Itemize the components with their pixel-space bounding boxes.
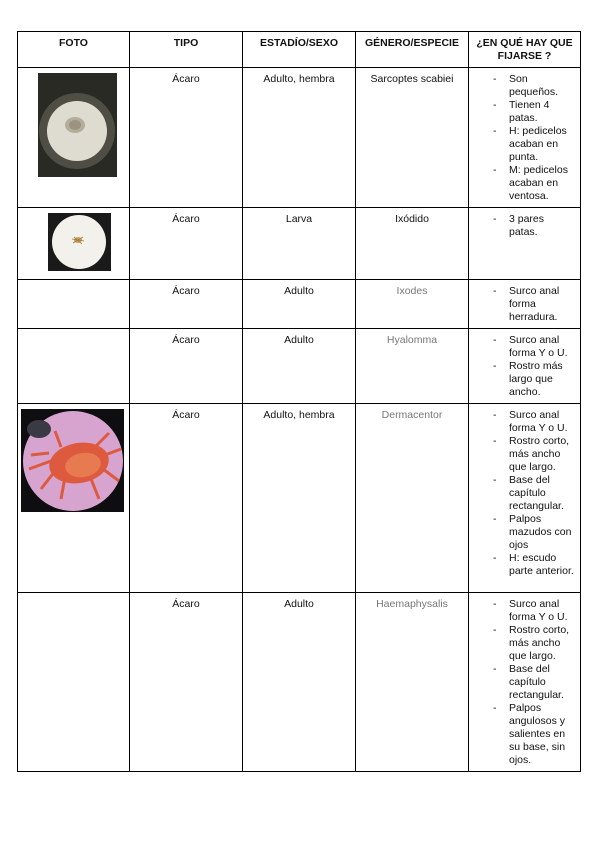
photo-cell (18, 404, 130, 593)
larva-photo (48, 213, 111, 271)
photo-cell (18, 593, 130, 772)
estadio-cell: Adulto (243, 593, 356, 772)
genero-cell: Dermacentor (356, 404, 469, 593)
header-estadio-sexo: ESTADÍO/SEXO (243, 32, 356, 68)
header-tipo: TIPO (130, 32, 243, 68)
note-item: - Palpos angulosos y salientes en su base, sin ojos. (473, 702, 576, 767)
note-item: - Rostro corto, más ancho que largo. (473, 624, 576, 663)
notes-cell (469, 593, 581, 772)
estadio-cell: Adulto, hembra (243, 404, 356, 593)
note-item: - Tienen 4 patas. (473, 99, 576, 125)
notes-list (473, 73, 576, 203)
sarcoptes-photo (38, 73, 117, 177)
header-fijarse: ¿EN QUÉ HAY QUE FIJARSE ? (469, 32, 581, 68)
photo-cell (18, 280, 130, 329)
note-item: - Son pequeños. (473, 73, 576, 99)
photo-cell (18, 329, 130, 404)
estadio-cell: Adulto (243, 329, 356, 404)
note-item: - Rostro más largo que ancho. (473, 360, 576, 399)
table-row (18, 208, 581, 280)
photo-cell (18, 208, 130, 280)
estadio-cell: Adulto (243, 280, 356, 329)
notes-cell (469, 329, 581, 404)
tipo-cell: Ácaro (130, 404, 243, 593)
notes-cell (469, 404, 581, 593)
note-item: - Surco anal forma Y o U. (473, 334, 576, 360)
notes-list (473, 285, 576, 324)
header-row (18, 32, 581, 68)
genero-cell: Haemaphysalis (356, 593, 469, 772)
table-row (18, 404, 581, 593)
tipo-cell: Ácaro (130, 329, 243, 404)
notes-list (473, 598, 576, 767)
note-item: - M: pedicelos acaban en ventosa. (473, 164, 576, 203)
note-item: - Surco anal forma Y o U. (473, 409, 576, 435)
estadio-cell: Larva (243, 208, 356, 280)
table-row (18, 329, 581, 404)
note-item: - 3 pares patas. (473, 213, 576, 239)
mites-table (17, 31, 581, 772)
note-item: - Palpos mazudos con ojos (473, 513, 576, 552)
tipo-cell: Ácaro (130, 593, 243, 772)
estadio-cell: Adulto, hembra (243, 68, 356, 208)
genero-cell: Hyalomma (356, 329, 469, 404)
notes-cell (469, 68, 581, 208)
photo-cell (18, 68, 130, 208)
genero-cell: Ixodes (356, 280, 469, 329)
note-item: - H: escudo parte anterior. (473, 552, 576, 578)
note-item: - Base del capítulo rectangular. (473, 663, 576, 702)
genero-cell: Ixódido (356, 208, 469, 280)
notes-list (473, 409, 576, 578)
notes-list (473, 334, 576, 399)
note-item: - Rostro corto, más ancho que largo. (473, 435, 576, 474)
dermacentor-photo (21, 409, 124, 512)
notes-cell (469, 208, 581, 280)
note-item: - Surco anal forma Y o U. (473, 598, 576, 624)
table-row (18, 280, 581, 329)
genero-cell: Sarcoptes scabiei (356, 68, 469, 208)
notes-list (473, 213, 576, 239)
header-foto: FOTO (18, 32, 130, 68)
notes-cell (469, 280, 581, 329)
tipo-cell: Ácaro (130, 68, 243, 208)
table-row (18, 68, 581, 208)
header-genero-especie: GÉNERO/ESPECIE (356, 32, 469, 68)
note-item: - Base del capítulo rectangular. (473, 474, 576, 513)
table-row (18, 593, 581, 772)
note-item: - H: pedicelos acaban en punta. (473, 125, 576, 164)
tipo-cell: Ácaro (130, 208, 243, 280)
note-item: - Surco anal forma herradura. (473, 285, 576, 324)
tipo-cell: Ácaro (130, 280, 243, 329)
